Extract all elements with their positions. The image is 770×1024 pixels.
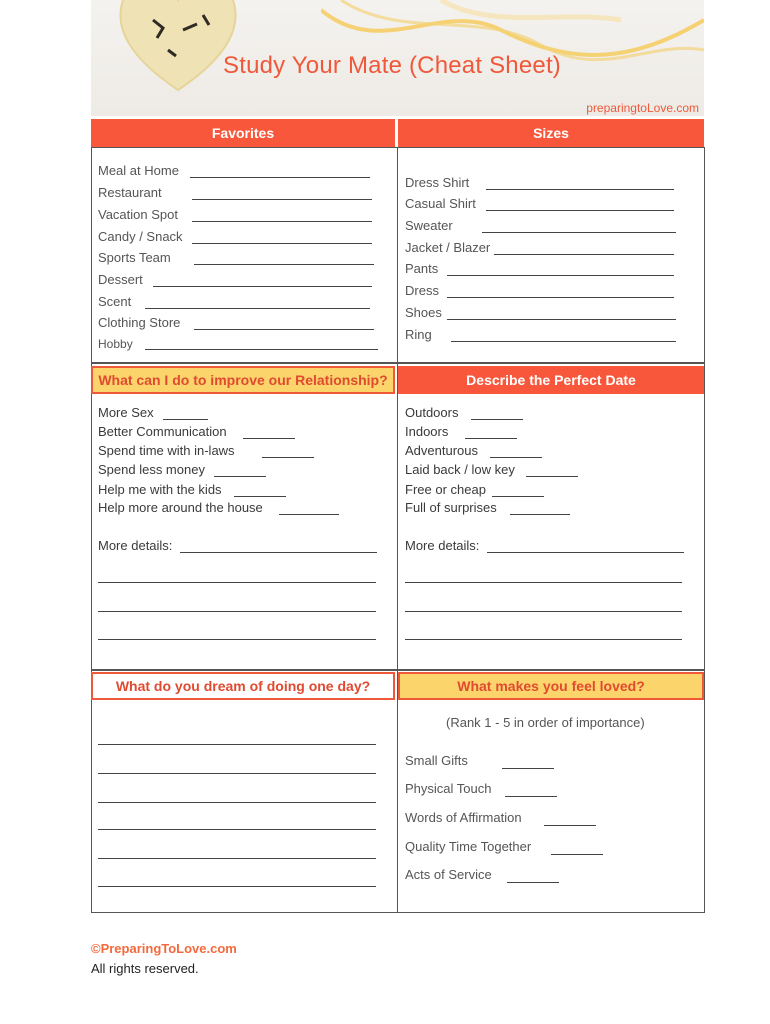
blank-line[interactable] bbox=[194, 329, 374, 330]
sizes-header: Sizes bbox=[398, 119, 704, 147]
blank-line[interactable] bbox=[505, 796, 557, 797]
rights-text: All rights reserved. bbox=[91, 961, 199, 976]
sizes-item: Sweater bbox=[405, 218, 453, 233]
blank-line[interactable] bbox=[405, 639, 682, 640]
blank-line[interactable] bbox=[98, 802, 376, 803]
blank-line[interactable] bbox=[192, 199, 372, 200]
blank-line[interactable] bbox=[98, 773, 376, 774]
blank-line[interactable] bbox=[551, 854, 603, 855]
blank-line[interactable] bbox=[492, 496, 544, 497]
blank-line[interactable] bbox=[447, 275, 674, 276]
favorites-item: Clothing Store bbox=[98, 315, 181, 330]
relationship-item: Help more around the house bbox=[98, 500, 263, 515]
perfect-date-details-label: More details: bbox=[405, 538, 480, 553]
blank-line[interactable] bbox=[502, 768, 554, 769]
blank-line[interactable] bbox=[526, 476, 578, 477]
sizes-item: Dress bbox=[405, 283, 439, 298]
blank-line[interactable] bbox=[447, 297, 674, 298]
blank-line[interactable] bbox=[145, 308, 370, 309]
loved-item: Quality Time Together bbox=[405, 839, 532, 854]
page-title: Study Your Mate (Cheat Sheet) bbox=[223, 52, 562, 79]
dream-section bbox=[91, 670, 398, 913]
favorites-item: Restaurant bbox=[98, 185, 162, 200]
loved-item: Small Gifts bbox=[405, 753, 468, 768]
sizes-item: Pants bbox=[405, 261, 439, 276]
blank-line[interactable] bbox=[487, 552, 684, 553]
sizes-item: Jacket / Blazer bbox=[405, 240, 491, 255]
sizes-item: Dress Shirt bbox=[405, 175, 470, 190]
loved-instruction: (Rank 1 - 5 in order of importance) bbox=[446, 715, 645, 730]
dream-header: What do you dream of doing one day? bbox=[91, 672, 395, 700]
favorites-item: Sports Team bbox=[98, 250, 171, 265]
favorites-item: Candy / Snack bbox=[98, 229, 183, 244]
perfect-date-item: Laid back / low key bbox=[405, 462, 515, 477]
header-banner bbox=[91, 0, 704, 116]
relationship-item: Spend time with in-laws bbox=[98, 443, 235, 458]
favorites-item: Dessert bbox=[98, 272, 143, 287]
blank-line[interactable] bbox=[192, 221, 372, 222]
blank-line[interactable] bbox=[98, 611, 376, 612]
blank-line[interactable] bbox=[279, 514, 339, 515]
blank-line[interactable] bbox=[163, 419, 208, 420]
perfect-date-item: Full of surprises bbox=[405, 500, 497, 515]
blank-line[interactable] bbox=[447, 319, 676, 320]
blank-line[interactable] bbox=[486, 189, 674, 190]
loved-item: Acts of Service bbox=[405, 867, 492, 882]
relationship-item: Better Communication bbox=[98, 424, 227, 439]
relationship-item: Spend less money bbox=[98, 462, 205, 477]
perfect-date-item: Outdoors bbox=[405, 405, 459, 420]
favorites-item: Hobby bbox=[98, 337, 133, 351]
blank-line[interactable] bbox=[494, 254, 674, 255]
copyright-link[interactable]: ©PreparingToLove.com bbox=[91, 941, 237, 956]
blank-line[interactable] bbox=[482, 232, 676, 233]
blank-line[interactable] bbox=[507, 882, 559, 883]
blank-line[interactable] bbox=[98, 582, 376, 583]
blank-line[interactable] bbox=[544, 825, 596, 826]
blank-line[interactable] bbox=[262, 457, 314, 458]
heart-icon bbox=[113, 0, 243, 100]
favorites-item: Scent bbox=[98, 294, 132, 309]
perfect-date-item: Indoors bbox=[405, 424, 449, 439]
blank-line[interactable] bbox=[190, 177, 370, 178]
blank-line[interactable] bbox=[98, 829, 376, 830]
sizes-item: Shoes bbox=[405, 305, 442, 320]
blank-line[interactable] bbox=[192, 243, 372, 244]
blank-line[interactable] bbox=[471, 419, 523, 420]
perfect-date-item: Adventurous bbox=[405, 443, 478, 458]
loved-header: What makes you feel loved? bbox=[398, 672, 704, 700]
blank-line[interactable] bbox=[153, 286, 372, 287]
blank-line[interactable] bbox=[145, 349, 378, 350]
blank-line[interactable] bbox=[214, 476, 266, 477]
perfect-date-item: Free or cheap bbox=[405, 482, 486, 497]
relationship-header: What can I do to improve our Relationship? bbox=[91, 366, 395, 394]
loved-item: Words of Affirmation bbox=[405, 810, 522, 825]
favorites-item: Vacation Spot bbox=[98, 207, 178, 222]
blank-line[interactable] bbox=[98, 744, 376, 745]
blank-line[interactable] bbox=[98, 858, 376, 859]
blank-line[interactable] bbox=[405, 611, 682, 612]
blank-line[interactable] bbox=[465, 438, 517, 439]
relationship-item: Help me with the kids bbox=[98, 482, 222, 497]
perfect-date-header: Describe the Perfect Date bbox=[398, 366, 704, 394]
favorites-header: Favorites bbox=[91, 119, 395, 147]
blank-line[interactable] bbox=[98, 639, 376, 640]
blank-line[interactable] bbox=[180, 552, 377, 553]
blank-line[interactable] bbox=[194, 264, 374, 265]
blank-line[interactable] bbox=[405, 582, 682, 583]
sizes-item: Ring bbox=[405, 327, 432, 342]
blank-line[interactable] bbox=[490, 457, 542, 458]
sizes-item: Casual Shirt bbox=[405, 196, 476, 211]
blank-line[interactable] bbox=[451, 341, 676, 342]
blank-line[interactable] bbox=[486, 210, 674, 211]
blank-line[interactable] bbox=[243, 438, 295, 439]
blank-line[interactable] bbox=[98, 886, 376, 887]
site-url: preparingtoLove.com bbox=[586, 101, 699, 115]
blank-line[interactable] bbox=[510, 514, 570, 515]
favorites-item: Meal at Home bbox=[98, 163, 179, 178]
blank-line[interactable] bbox=[234, 496, 286, 497]
loved-item: Physical Touch bbox=[405, 781, 492, 796]
relationship-item: More Sex bbox=[98, 405, 154, 420]
relationship-details-label: More details: bbox=[98, 538, 173, 553]
